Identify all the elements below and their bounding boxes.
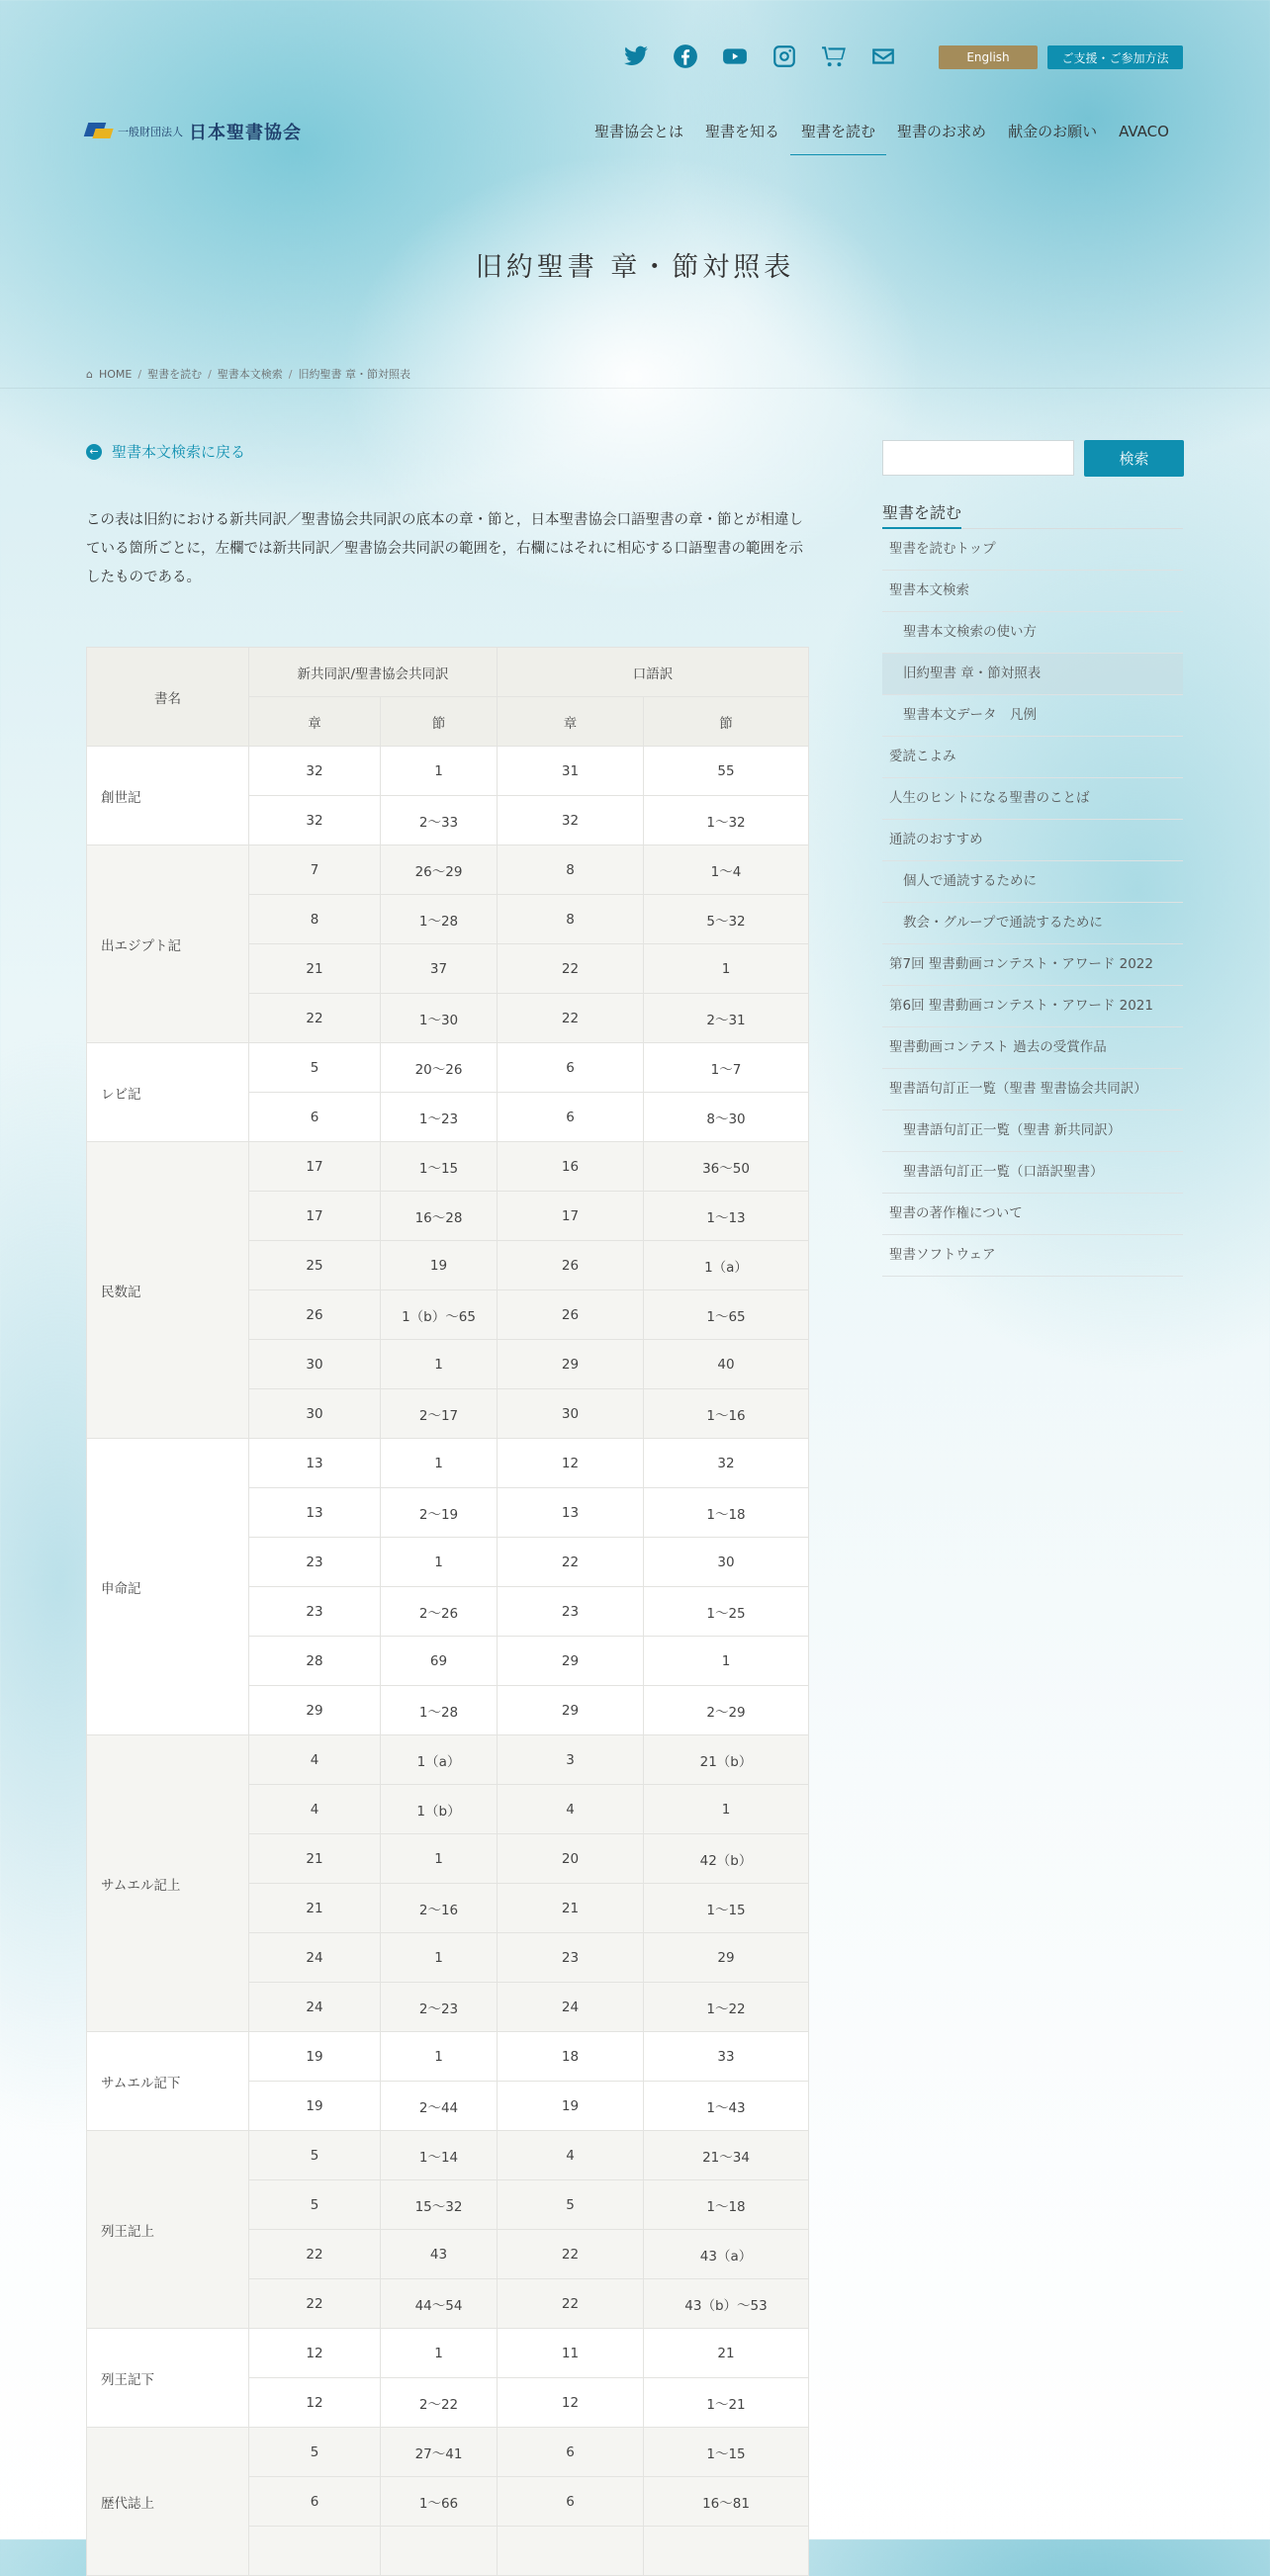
book-group bbox=[87, 1142, 809, 1439]
colloquial-verse-cell: 1〜22 bbox=[644, 1983, 809, 2032]
new-verse-cell: 19 bbox=[381, 1241, 498, 1290]
colloquial-verse-cell bbox=[644, 2527, 809, 2576]
header-verse: 節 bbox=[381, 697, 498, 747]
new-chapter-cell: 19 bbox=[249, 2032, 381, 2082]
chapter-verse-table bbox=[86, 647, 809, 2576]
table-row bbox=[87, 2131, 809, 2180]
colloquial-verse-cell: 32 bbox=[644, 1439, 809, 1488]
sidebar-menu bbox=[882, 529, 1183, 1277]
header-chapter: 章 bbox=[249, 697, 381, 747]
new-chapter-cell: 12 bbox=[249, 2329, 381, 2378]
breadcrumb-separator: / bbox=[208, 367, 212, 381]
colloquial-verse-cell: 1〜18 bbox=[644, 2180, 809, 2230]
search-button[interactable]: 検索 bbox=[1084, 440, 1184, 477]
table-row bbox=[87, 1439, 809, 1488]
book-name-cell: レビ記 bbox=[87, 1043, 249, 1142]
breadcrumb-current: 旧約聖書 章・節対照表 bbox=[298, 368, 411, 381]
table-row bbox=[87, 747, 809, 796]
book-group bbox=[87, 2032, 809, 2131]
colloquial-chapter-cell: 31 bbox=[498, 747, 644, 796]
colloquial-chapter-cell: 12 bbox=[498, 1439, 644, 1488]
colloquial-verse-cell: 1 bbox=[644, 1785, 809, 1834]
colloquial-chapter-cell: 11 bbox=[498, 2329, 644, 2378]
new-chapter-cell: 4 bbox=[249, 1785, 381, 1834]
colloquial-chapter-cell: 6 bbox=[498, 1093, 644, 1142]
colloquial-verse-cell: 33 bbox=[644, 2032, 809, 2082]
nav-item-know[interactable]: 聖書を知る bbox=[705, 123, 780, 140]
new-verse-cell: 2〜33 bbox=[381, 796, 498, 845]
header-colloquial: 口語訳 bbox=[498, 648, 809, 697]
colloquial-chapter-cell: 21 bbox=[498, 1884, 644, 1933]
book-name-cell: サムエル記上 bbox=[87, 1735, 249, 2032]
colloquial-verse-cell: 29 bbox=[644, 1933, 809, 1983]
book-group bbox=[87, 1043, 809, 1142]
new-chapter-cell: 21 bbox=[249, 1884, 381, 1933]
new-verse-cell: 26〜29 bbox=[381, 845, 498, 895]
new-verse-cell: 1（a） bbox=[381, 1735, 498, 1785]
colloquial-chapter-cell: 22 bbox=[498, 944, 644, 994]
sidebar-item[interactable]: 聖書ソフトウェア bbox=[882, 1235, 1183, 1277]
logo-mark-icon bbox=[86, 123, 112, 140]
new-chapter-cell: 5 bbox=[249, 1043, 381, 1093]
new-verse-cell: 1 bbox=[381, 2032, 498, 2082]
page-title: 旧約聖書 章・節対照表 bbox=[475, 252, 795, 283]
header-book: 書名 bbox=[87, 648, 249, 747]
new-chapter-cell: 8 bbox=[249, 895, 381, 944]
book-group bbox=[87, 1439, 809, 1735]
new-verse-cell: 2〜16 bbox=[381, 1884, 498, 1933]
colloquial-chapter-cell: 5 bbox=[498, 2180, 644, 2230]
colloquial-chapter-cell: 29 bbox=[498, 1686, 644, 1735]
breadcrumb-separator: / bbox=[137, 367, 142, 381]
colloquial-verse-cell: 16〜81 bbox=[644, 2477, 809, 2527]
colloquial-chapter-cell: 13 bbox=[498, 1488, 644, 1538]
colloquial-verse-cell: 1〜7 bbox=[644, 1043, 809, 1093]
sidebar-item[interactable]: 聖書本文検索の使い方 bbox=[882, 612, 1183, 654]
colloquial-verse-cell: 21 bbox=[644, 2329, 809, 2378]
sidebar-item[interactable]: 聖書本文検索 bbox=[882, 571, 1183, 612]
colloquial-chapter-cell: 12 bbox=[498, 2378, 644, 2428]
new-verse-cell: 2〜17 bbox=[381, 1389, 498, 1439]
colloquial-chapter-cell: 6 bbox=[498, 1043, 644, 1093]
new-chapter-cell: 25 bbox=[249, 1241, 381, 1290]
colloquial-chapter-cell: 29 bbox=[498, 1637, 644, 1686]
intro-text: この表は旧約における新共同訳／聖書協会共同訳の底本の章・節と，日本聖書協会口語聖書の章・節とが相違している箇所ごとに，左欄では新共同訳／聖書協会共同訳の範囲を，右欄にはそれに相応する口語聖書の範囲を示したものである。 bbox=[86, 512, 803, 585]
colloquial-verse-cell: 1〜65 bbox=[644, 1290, 809, 1340]
table-row bbox=[87, 2329, 809, 2378]
new-verse-cell: 1〜66 bbox=[381, 2477, 498, 2527]
instagram-icon[interactable] bbox=[771, 44, 797, 69]
divider bbox=[0, 388, 1270, 389]
book-group bbox=[87, 2131, 809, 2329]
colloquial-chapter-cell: 17 bbox=[498, 1192, 644, 1241]
colloquial-chapter-cell: 19 bbox=[498, 2082, 644, 2131]
colloquial-verse-cell: 1〜25 bbox=[644, 1587, 809, 1637]
colloquial-chapter-cell: 26 bbox=[498, 1290, 644, 1340]
new-verse-cell bbox=[381, 2527, 498, 2576]
book-name-cell: 列王記上 bbox=[87, 2131, 249, 2329]
colloquial-verse-cell: 1（a） bbox=[644, 1241, 809, 1290]
sidebar-item[interactable]: 人生のヒントになる聖書のことば bbox=[882, 778, 1183, 820]
new-verse-cell: 43 bbox=[381, 2230, 498, 2279]
nav-item-about[interactable]: 聖書協会とは bbox=[594, 123, 684, 140]
new-verse-cell: 2〜23 bbox=[381, 1983, 498, 2032]
new-verse-cell: 1 bbox=[381, 1834, 498, 1884]
new-verse-cell: 1（b）〜65 bbox=[381, 1290, 498, 1340]
new-chapter-cell: 30 bbox=[249, 1340, 381, 1389]
sidebar-item[interactable]: 旧約聖書 章・節対照表 bbox=[882, 654, 1183, 695]
colloquial-verse-cell: 1〜4 bbox=[644, 845, 809, 895]
new-verse-cell: 27〜41 bbox=[381, 2428, 498, 2477]
arrow-left-circle-icon: ← bbox=[86, 444, 102, 460]
new-verse-cell: 1〜28 bbox=[381, 1686, 498, 1735]
home-icon: ⌂ bbox=[86, 367, 93, 381]
colloquial-chapter-cell: 22 bbox=[498, 2279, 644, 2329]
book-name-cell: 歴代誌上 bbox=[87, 2428, 249, 2576]
sidebar-item[interactable]: 聖書語句訂正一覧（聖書 新共同訳） bbox=[882, 1110, 1183, 1152]
facebook-icon[interactable] bbox=[673, 44, 698, 69]
youtube-icon[interactable] bbox=[722, 44, 748, 69]
new-verse-cell: 1 bbox=[381, 2329, 498, 2378]
new-chapter-cell: 22 bbox=[249, 994, 381, 1043]
breadcrumb bbox=[86, 366, 410, 382]
new-verse-cell: 1〜14 bbox=[381, 2131, 498, 2180]
sidebar-item[interactable]: 聖書の著作権について bbox=[882, 1194, 1183, 1235]
sidebar-item[interactable]: 第7回 聖書動画コンテスト・アワード 2022 bbox=[882, 944, 1183, 986]
colloquial-verse-cell: 1〜18 bbox=[644, 1488, 809, 1538]
colloquial-chapter-cell: 26 bbox=[498, 1241, 644, 1290]
colloquial-verse-cell: 2〜29 bbox=[644, 1686, 809, 1735]
book-name-cell: 民数記 bbox=[87, 1142, 249, 1439]
colloquial-verse-cell: 55 bbox=[644, 747, 809, 796]
new-chapter-cell: 32 bbox=[249, 796, 381, 845]
colloquial-verse-cell: 5〜32 bbox=[644, 895, 809, 944]
new-chapter-cell: 5 bbox=[249, 2428, 381, 2477]
search-input[interactable] bbox=[882, 440, 1074, 476]
twitter-icon[interactable] bbox=[623, 44, 649, 69]
new-chapter-cell: 26 bbox=[249, 1290, 381, 1340]
new-chapter-cell: 17 bbox=[249, 1192, 381, 1241]
new-chapter-cell: 5 bbox=[249, 2131, 381, 2180]
new-chapter-cell: 6 bbox=[249, 2477, 381, 2527]
colloquial-verse-cell: 1〜15 bbox=[644, 1884, 809, 1933]
new-chapter-cell bbox=[249, 2527, 381, 2576]
new-verse-cell: 15〜32 bbox=[381, 2180, 498, 2230]
book-group bbox=[87, 2329, 809, 2428]
new-chapter-cell: 13 bbox=[249, 1439, 381, 1488]
colloquial-chapter-cell: 8 bbox=[498, 845, 644, 895]
sidebar-item[interactable]: 愛読こよみ bbox=[882, 737, 1183, 778]
new-chapter-cell: 22 bbox=[249, 2230, 381, 2279]
new-verse-cell: 1 bbox=[381, 747, 498, 796]
book-group bbox=[87, 747, 809, 845]
colloquial-verse-cell: 2〜31 bbox=[644, 994, 809, 1043]
colloquial-verse-cell: 30 bbox=[644, 1538, 809, 1587]
sidebar-item[interactable]: 聖書動画コンテスト 過去の受賞作品 bbox=[882, 1027, 1183, 1069]
table-row bbox=[87, 1142, 809, 1192]
sidebar-item[interactable]: 聖書を読むトップ bbox=[882, 529, 1183, 571]
breadcrumb-search[interactable]: 聖書本文検索 bbox=[217, 368, 283, 381]
book-group bbox=[87, 2428, 809, 2576]
book-name-cell: サムエル記下 bbox=[87, 2032, 249, 2131]
breadcrumb-home[interactable]: HOME bbox=[98, 367, 133, 381]
sidebar-item[interactable]: 第6回 聖書動画コンテスト・アワード 2021 bbox=[882, 986, 1183, 1027]
book-name-cell: 申命記 bbox=[87, 1439, 249, 1735]
breadcrumb-read[interactable]: 聖書を読む bbox=[147, 368, 203, 381]
header-chapter: 章 bbox=[498, 697, 644, 747]
new-chapter-cell: 19 bbox=[249, 2082, 381, 2131]
colloquial-verse-cell: 1〜32 bbox=[644, 796, 809, 845]
sidebar-item[interactable]: 聖書語句訂正一覧（聖書 聖書協会共同訳） bbox=[882, 1069, 1183, 1110]
nav-item-avaco[interactable]: AVACO bbox=[1119, 123, 1169, 140]
new-chapter-cell: 24 bbox=[249, 1983, 381, 2032]
new-verse-cell: 1〜15 bbox=[381, 1142, 498, 1192]
breadcrumb-separator: / bbox=[288, 367, 293, 381]
new-verse-cell: 2〜26 bbox=[381, 1587, 498, 1637]
book-name-cell: 創世記 bbox=[87, 747, 249, 845]
colloquial-verse-cell: 42（b） bbox=[644, 1834, 809, 1884]
sidebar-heading-label: 聖書を読む bbox=[882, 500, 961, 529]
colloquial-chapter-cell: 22 bbox=[498, 994, 644, 1043]
cart-icon[interactable] bbox=[821, 44, 847, 69]
new-verse-cell: 1 bbox=[381, 1340, 498, 1389]
colloquial-verse-cell: 1 bbox=[644, 944, 809, 994]
new-chapter-cell: 32 bbox=[249, 747, 381, 796]
book-group bbox=[87, 845, 809, 1043]
colloquial-verse-cell: 40 bbox=[644, 1340, 809, 1389]
colloquial-chapter-cell: 32 bbox=[498, 796, 644, 845]
colloquial-verse-cell: 1 bbox=[644, 1637, 809, 1686]
new-verse-cell: 16〜28 bbox=[381, 1192, 498, 1241]
colloquial-chapter-cell bbox=[498, 2527, 644, 2576]
new-chapter-cell: 17 bbox=[249, 1142, 381, 1192]
new-verse-cell: 20〜26 bbox=[381, 1043, 498, 1093]
new-verse-cell: 2〜19 bbox=[381, 1488, 498, 1538]
book-group bbox=[87, 1735, 809, 2032]
colloquial-chapter-cell: 22 bbox=[498, 2230, 644, 2279]
colloquial-chapter-cell: 18 bbox=[498, 2032, 644, 2082]
nav-item-read[interactable]: 聖書を読む bbox=[790, 121, 886, 155]
new-chapter-cell: 23 bbox=[249, 1538, 381, 1587]
new-chapter-cell: 7 bbox=[249, 845, 381, 895]
sidebar-item[interactable]: 教会・グループで通読するために bbox=[882, 903, 1183, 944]
new-verse-cell: 44〜54 bbox=[381, 2279, 498, 2329]
colloquial-chapter-cell: 3 bbox=[498, 1735, 644, 1785]
colloquial-chapter-cell: 30 bbox=[498, 1389, 644, 1439]
social-links bbox=[623, 44, 896, 69]
new-chapter-cell: 28 bbox=[249, 1637, 381, 1686]
site-logo[interactable] bbox=[86, 119, 302, 144]
global-nav bbox=[584, 121, 1180, 155]
new-verse-cell: 1 bbox=[381, 1933, 498, 1983]
logo-big-text: 日本聖書協会 bbox=[189, 123, 302, 143]
colloquial-chapter-cell: 20 bbox=[498, 1834, 644, 1884]
new-chapter-cell: 22 bbox=[249, 2279, 381, 2329]
new-chapter-cell: 29 bbox=[249, 1686, 381, 1735]
sidebar-item[interactable]: 通読のおすすめ bbox=[882, 820, 1183, 861]
new-verse-cell: 69 bbox=[381, 1637, 498, 1686]
nav-item-donate[interactable]: 献金のお願い bbox=[1008, 123, 1098, 140]
table-row bbox=[87, 1043, 809, 1093]
colloquial-chapter-cell: 6 bbox=[498, 2428, 644, 2477]
colloquial-verse-cell: 1〜16 bbox=[644, 1389, 809, 1439]
table-row bbox=[87, 2428, 809, 2477]
table-row bbox=[87, 2032, 809, 2082]
new-chapter-cell: 21 bbox=[249, 944, 381, 994]
colloquial-verse-cell: 21（b） bbox=[644, 1735, 809, 1785]
header-verse: 節 bbox=[644, 697, 809, 747]
colloquial-verse-cell: 1〜15 bbox=[644, 2428, 809, 2477]
colloquial-chapter-cell: 4 bbox=[498, 2131, 644, 2180]
new-chapter-cell: 23 bbox=[249, 1587, 381, 1637]
sidebar-item[interactable]: 個人で通読するために bbox=[882, 861, 1183, 903]
new-verse-cell: 2〜44 bbox=[381, 2082, 498, 2131]
sidebar-heading bbox=[882, 500, 1183, 529]
new-verse-cell: 1〜23 bbox=[381, 1093, 498, 1142]
new-chapter-cell: 21 bbox=[249, 1834, 381, 1884]
colloquial-verse-cell: 43（a） bbox=[644, 2230, 809, 2279]
new-verse-cell: 2〜22 bbox=[381, 2378, 498, 2428]
colloquial-verse-cell: 1〜21 bbox=[644, 2378, 809, 2428]
colloquial-chapter-cell: 23 bbox=[498, 1933, 644, 1983]
new-verse-cell: 1〜30 bbox=[381, 994, 498, 1043]
colloquial-chapter-cell: 6 bbox=[498, 2477, 644, 2527]
mail-icon[interactable] bbox=[870, 44, 896, 69]
table-row bbox=[87, 845, 809, 895]
new-verse-cell: 1（b） bbox=[381, 1785, 498, 1834]
logo-small-text: 一般財団法人 bbox=[118, 126, 183, 138]
new-chapter-cell: 4 bbox=[249, 1735, 381, 1785]
new-verse-cell: 1 bbox=[381, 1538, 498, 1587]
new-chapter-cell: 13 bbox=[249, 1488, 381, 1538]
new-chapter-cell: 5 bbox=[249, 2180, 381, 2230]
sidebar-item[interactable]: 聖書語句訂正一覧（口語訳聖書） bbox=[882, 1152, 1183, 1194]
new-chapter-cell: 24 bbox=[249, 1933, 381, 1983]
colloquial-verse-cell: 1〜43 bbox=[644, 2082, 809, 2131]
colloquial-verse-cell: 21〜34 bbox=[644, 2131, 809, 2180]
new-verse-cell: 1 bbox=[381, 1439, 498, 1488]
new-verse-cell: 1〜28 bbox=[381, 895, 498, 944]
new-chapter-cell: 6 bbox=[249, 1093, 381, 1142]
new-verse-cell: 37 bbox=[381, 944, 498, 994]
nav-item-buy[interactable]: 聖書のお求め bbox=[897, 123, 987, 140]
new-chapter-cell: 30 bbox=[249, 1389, 381, 1439]
colloquial-verse-cell: 8〜30 bbox=[644, 1093, 809, 1142]
support-button[interactable]: ご支援・ご参加方法 bbox=[1047, 45, 1183, 69]
english-button[interactable]: English bbox=[939, 45, 1038, 69]
table-row bbox=[87, 1735, 809, 1785]
colloquial-chapter-cell: 29 bbox=[498, 1340, 644, 1389]
colloquial-chapter-cell: 24 bbox=[498, 1983, 644, 2032]
header-new-translation: 新共同訳/聖書協会共同訳 bbox=[249, 648, 498, 697]
colloquial-verse-cell: 1〜13 bbox=[644, 1192, 809, 1241]
back-link-label: 聖書本文検索に戻る bbox=[112, 443, 246, 461]
new-chapter-cell: 12 bbox=[249, 2378, 381, 2428]
book-name-cell: 出エジプト記 bbox=[87, 845, 249, 1043]
colloquial-verse-cell: 36〜50 bbox=[644, 1142, 809, 1192]
colloquial-chapter-cell: 4 bbox=[498, 1785, 644, 1834]
colloquial-chapter-cell: 8 bbox=[498, 895, 644, 944]
colloquial-verse-cell: 43（b）〜53 bbox=[644, 2279, 809, 2329]
book-name-cell: 列王記下 bbox=[87, 2329, 249, 2428]
colloquial-chapter-cell: 23 bbox=[498, 1587, 644, 1637]
colloquial-chapter-cell: 22 bbox=[498, 1538, 644, 1587]
sidebar-item[interactable]: 聖書本文データ 凡例 bbox=[882, 695, 1183, 737]
colloquial-chapter-cell: 16 bbox=[498, 1142, 644, 1192]
back-link[interactable] bbox=[86, 441, 245, 462]
